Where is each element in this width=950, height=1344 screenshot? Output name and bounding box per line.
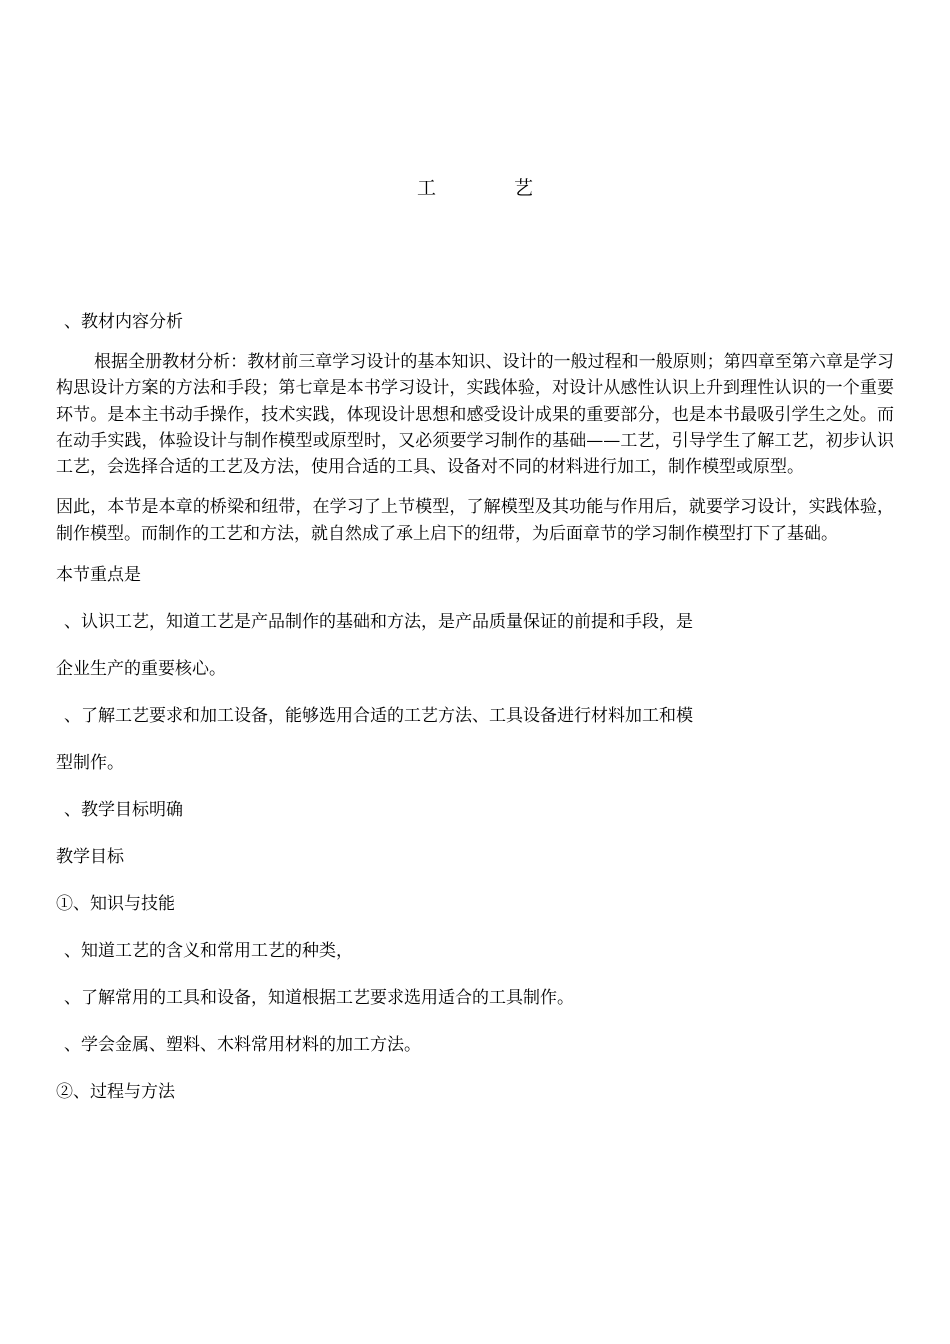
paragraph-section-role: 因此，本节是本章的桥梁和纽带，在学习了上节模型，了解模型及其功能与作用后，就要学习设计，实践体验，制作模型。而制作的工艺和方法，就自然成了承上启下的纽带，为后面章节的学习制作模型打下了基础。 — [56, 497, 894, 544]
page-title: 工 艺 — [416, 177, 570, 199]
section-heading-teaching-goals: 、教学目标明确 — [64, 800, 183, 821]
key-point-2-line-1: 、了解工艺要求和加工设备，能够选用合适的工艺方法、工具设备进行材料加工和模 — [64, 706, 693, 727]
objective-item-1: 、知道工艺的含义和常用工艺的种类， — [64, 941, 353, 962]
objectives-label: 教学目标 — [56, 847, 124, 868]
document-body — [56, 308, 894, 1125]
key-point-1-line-1: 、认识工艺，知道工艺是产品制作的基础和方法，是产品质量保证的前提和手段，是 — [64, 612, 693, 633]
objective-process-methods-label: ②、过程与方法 — [56, 1082, 175, 1103]
objective-item-2: 、了解常用的工具和设备，知道根据工艺要求选用适合的工具制作。 — [64, 988, 574, 1009]
objective-item-3: 、学会金属、塑料、木料常用材料的加工方法。 — [64, 1035, 421, 1056]
key-point-2-line-2: 型制作。 — [56, 753, 124, 774]
paragraph-textbook-analysis: 根据全册教材分析：教材前三章学习设计的基本知识、设计的一般过程和一般原则；第四章至第六章是学习构思设计方案的方法和手段；第七章是本书学习设计，实践体验，对设计从感性认识上升到理性认识的一个重要环节。是本主书动手操作，技术实践，体现设计思想和感受设计成果的重要部分，也是本书最吸引学生之处。而在动手实践，体验设计与制作模型或原型时，又必须要学习制作的基础——工艺，引导学生了解工艺，初步认识工艺，会选择合适的工艺及方法，使用合适的工具、设备对不同的材料进行加工，制作模型或原型。 — [56, 352, 894, 478]
section-heading-textbook-analysis: 、教材内容分析 — [64, 312, 183, 332]
key-points-label: 本节重点是 — [56, 565, 141, 586]
objective-knowledge-skills-label: ①、知识与技能 — [56, 894, 175, 915]
key-point-1-line-2: 企业生产的重要核心。 — [56, 659, 226, 680]
